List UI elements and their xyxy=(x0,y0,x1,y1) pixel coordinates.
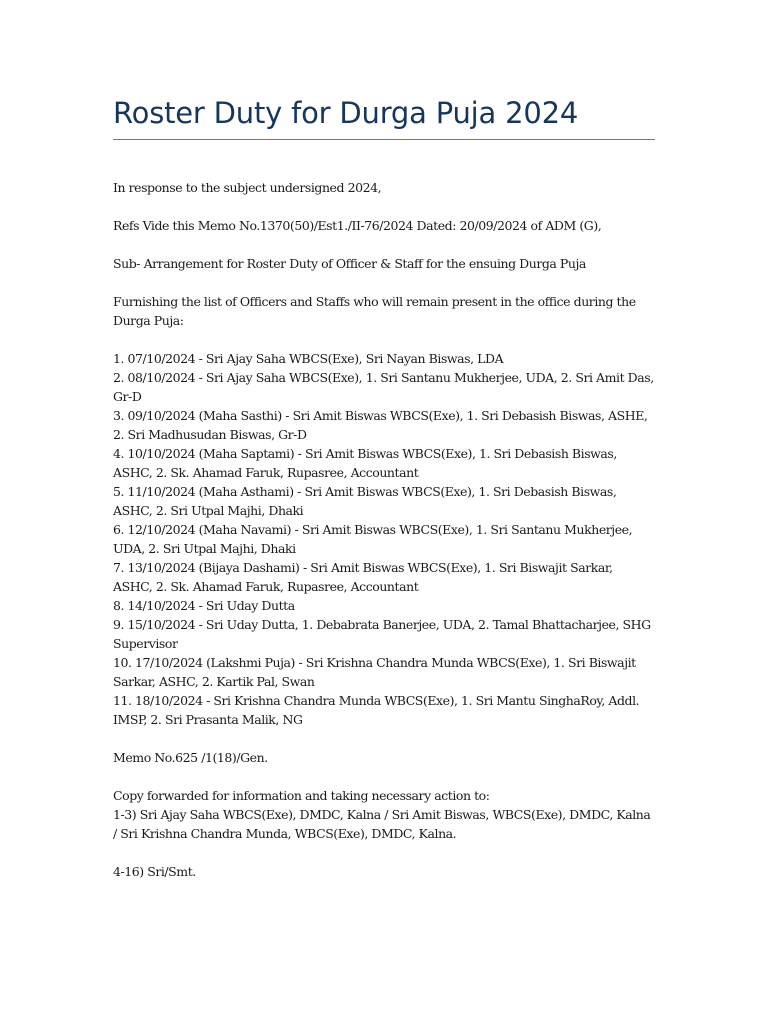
memo-number: Memo No.625 /1(18)/Gen. xyxy=(113,750,268,765)
intro-paragraph: In response to the subject undersigned 2024, xyxy=(113,180,382,195)
roster-item: 9. 15/10/2024 - Sri Uday Dutta, 1. Debabrata Banerjee, UDA, 2. Tamal Bhattacharjee, SHG Supervisor xyxy=(113,617,651,651)
roster-item: 3. 09/10/2024 (Maha Sasthi) - Sri Amit Biswas WBCS(Exe), 1. Sri Debasish Biswas, ASHE, 2. Sri Madhusudan Biswas, Gr-D xyxy=(113,408,648,442)
roster-item: 8. 14/10/2024 - Sri Uday Dutta xyxy=(113,598,295,613)
closing-line: 4-16) Sri/Smt. xyxy=(113,864,196,879)
roster-item: 11. 18/10/2024 - Sri Krishna Chandra Munda WBCS(Exe), 1. Sri Mantu SinghaRoy, Addl. IMSP, 2. Sri Prasanta Malik, NG xyxy=(113,693,640,727)
reference-paragraph: Refs Vide this Memo No.1370(50)/Est1./II-76/2024 Dated: 20/09/2024 of ADM (G), xyxy=(113,218,602,233)
copy-forwarded-heading: Copy forwarded for information and taking necessary action to: xyxy=(113,788,490,803)
roster-item: 6. 12/10/2024 (Maha Navami) - Sri Amit Biswas WBCS(Exe), 1. Sri Santanu Mukherjee, UDA, 2. Sri Utpal Majhi, Dhaki xyxy=(113,522,633,556)
furnishing-paragraph: Furnishing the list of Officers and Staffs who will remain present in the office during the Durga Puja: xyxy=(113,294,636,328)
roster-item: 1. 07/10/2024 - Sri Ajay Saha WBCS(Exe), Sri Nayan Biswas, LDA xyxy=(113,351,504,366)
roster-item: 4. 10/10/2024 (Maha Saptami) - Sri Amit Biswas WBCS(Exe), 1. Sri Debasish Biswas, ASHC, 2. Sk. Ahamad Faruk, Rupasree, Accountant xyxy=(113,446,617,480)
document-body xyxy=(113,178,655,900)
copy-recipients: 1-3) Sri Ajay Saha WBCS(Exe), DMDC, Kalna / Sri Amit Biswas, WBCS(Exe), DMDC, Kalna / Sri Krishna Chandra Munda, WBCS(Exe), DMDC, Kalna. xyxy=(113,807,651,841)
roster-item: 5. 11/10/2024 (Maha Asthami) - Sri Amit Biswas WBCS(Exe), 1. Sri Debasish Biswas, ASHC, 2. Sri Utpal Majhi, Dhaki xyxy=(113,484,617,518)
roster-item: 10. 17/10/2024 (Lakshmi Puja) - Sri Krishna Chandra Munda WBCS(Exe), 1. Sri Biswajit Sarkar, ASHC, 2. Kartik Pal, Swan xyxy=(113,655,636,689)
subject-paragraph: Sub- Arrangement for Roster Duty of Officer & Staff for the ensuing Durga Puja xyxy=(113,256,586,271)
title-divider xyxy=(113,139,655,140)
document-title: Roster Duty for Durga Puja 2024 xyxy=(113,96,579,130)
roster-item: 2. 08/10/2024 - Sri Ajay Saha WBCS(Exe), 1. Sri Santanu Mukherjee, UDA, 2. Sri Amit Das, Gr-D xyxy=(113,370,654,404)
roster-list xyxy=(113,349,655,729)
roster-item: 7. 13/10/2024 (Bijaya Dashami) - Sri Amit Biswas WBCS(Exe), 1. Sri Biswajit Sarkar, ASHC, 2. Sk. Ahamad Faruk, Rupasree, Accountant xyxy=(113,560,613,594)
